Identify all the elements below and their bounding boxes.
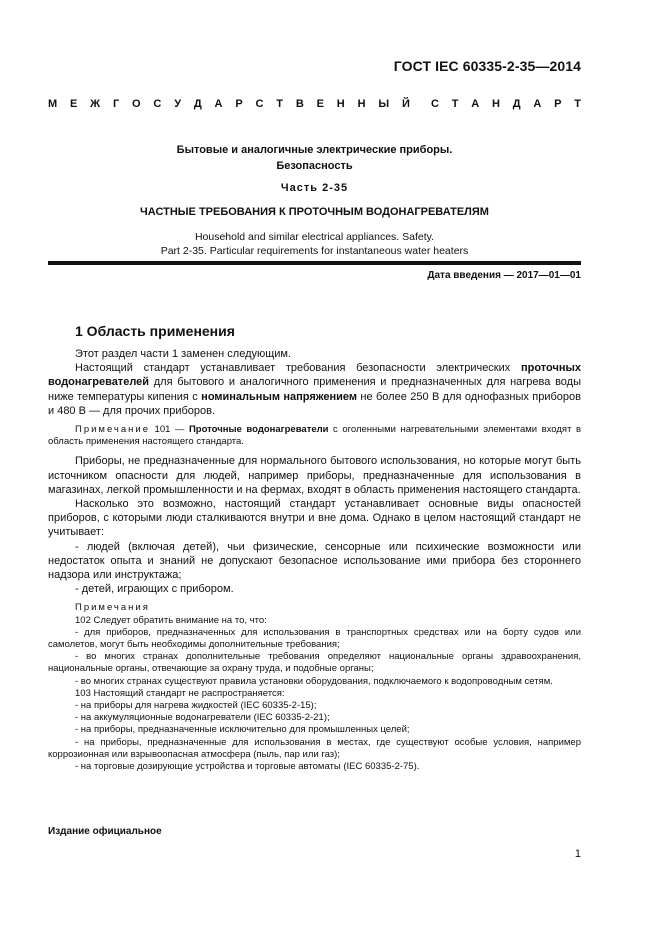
part-number: Часть 2-35 xyxy=(280,182,349,194)
note-text: с оголенными нагревательными элементами входят в область применения настоящего стандарта. xyxy=(48,424,581,448)
note-item: - на приборы, предназначенные для использования в местах, где существуют особые условия, например коррозионная или взрывоопасная атмосфера (пыль, пар или газ); xyxy=(48,736,581,760)
note-item: - на торговые дозирующие устройства и торговые автоматы (IEC 60335-2-75). xyxy=(75,761,420,773)
note-item: - для приборов, предназначенных для использования в транспортных средствах или на борту судов или самолетов, могут быть необходимы дополнительные требования; xyxy=(48,626,581,651)
banner-letter: О xyxy=(132,98,141,110)
banner-letter: С xyxy=(255,98,264,110)
banner-letter: Е xyxy=(70,98,78,110)
title-divider xyxy=(48,261,581,265)
banner-letter: Е xyxy=(316,98,324,110)
term-instantaneous-heaters: проточных водонагревателей xyxy=(48,362,581,389)
english-title-line-2: Part 2-35. Particular requirements for instantaneous water heaters xyxy=(160,245,469,257)
banner-letter: Т xyxy=(276,98,284,110)
standard-banner xyxy=(48,98,581,110)
title-line-1: Бытовые и аналогичные электрические приборы. xyxy=(176,144,453,156)
banner-letter: С xyxy=(153,98,162,110)
text-span: для бытового и аналогичного применения и предназначенных для нагрева воды ниже температуры кипения с xyxy=(48,376,581,403)
banner-letter: Й xyxy=(401,98,410,110)
document-title xyxy=(48,142,581,174)
paragraph: Этот раздел части 1 заменен следующим. xyxy=(75,348,292,360)
banner-letter: Н xyxy=(336,98,345,110)
notes-list xyxy=(48,615,581,774)
edition-label: Издание официальное xyxy=(48,826,162,837)
banner-letter: В xyxy=(295,98,304,110)
banner-letter: А xyxy=(533,98,542,110)
note-label: Примечание xyxy=(75,424,150,436)
english-title xyxy=(48,230,581,258)
banner-letter: М xyxy=(48,98,58,110)
english-title-line-1: Household and similar electrical appliances. Safety. xyxy=(194,231,435,243)
banner-word-interstate xyxy=(48,98,410,110)
note-item: - на приборы, предназначенные исключительно для промышленных целей; xyxy=(75,724,410,736)
banner-letter: Р xyxy=(554,98,562,110)
banner-letter: Г xyxy=(112,98,120,110)
banner-letter: Ы xyxy=(378,98,390,110)
part-title: ЧАСТНЫЕ ТРЕБОВАНИЯ К ПРОТОЧНЫМ ВОДОНАГРЕВАТЕЛЯМ xyxy=(140,206,489,218)
text-span: не более 250 В для однофазных приборов и 480 В — для прочих приборов. xyxy=(48,390,582,417)
page-number: 1 xyxy=(574,848,581,860)
banner-letter: А xyxy=(471,98,480,110)
note-term: Проточные водонагреватели xyxy=(188,424,329,436)
note-item: - во многих странах дополнительные требования определяют национальные органы здравоохранения, национальные органы, отвечающие за охрану труда, и подобные органы; xyxy=(48,651,581,675)
paragraph: - детей, играющих с прибором. xyxy=(75,583,234,596)
section-body xyxy=(48,347,581,773)
banner-letter: Д xyxy=(193,98,202,110)
paragraph: Насколько это возможно, настоящий стандарт устанавливает основные виды опасностей приборов, с которыми люди сталкиваются внутри и вне дома. Однако в целом настоящий стандарт не учитывает: xyxy=(48,498,581,539)
banner-letter: Р xyxy=(235,98,243,110)
document-code: ГОСТ IEC 60335-2-35—2014 xyxy=(393,58,581,74)
banner-letter: Н xyxy=(491,98,500,110)
title-line-2: Безопасность xyxy=(276,160,353,172)
paragraph: - людей (включая детей), чьи физические, сенсорные или психические возможности или недостаток опыта и знаний не допускают безопасное использование ими прибора без стороннего надзора или инструктажа; xyxy=(48,540,581,582)
banner-letter: Т xyxy=(574,98,581,110)
note-item: - на аккумуляционные водонагреватели (IEC 60335-2-21); xyxy=(75,712,330,724)
notes-label: Примечания xyxy=(75,602,150,614)
note-number: 101 — xyxy=(150,424,189,436)
paragraph-scope xyxy=(48,361,581,418)
banner-letter: С xyxy=(431,98,439,110)
note-item: 103 Настоящий стандарт не распространяется: xyxy=(75,687,285,699)
term-rated-voltage: номинальным напряжением xyxy=(201,390,358,403)
banner-letter: Д xyxy=(512,98,521,110)
paragraph: Приборы, не предназначенные для нормального бытового использования, но которые могут быть источником опасности для людей, например приборы, предназначенные для использования в магазинах, легкой промышленности и на фермах, входят в область применения настоящего стандарта. xyxy=(48,455,581,496)
note-item: - во многих странах существуют правила установки оборудования, подключаемого к водопроводным сетям. xyxy=(75,675,553,687)
note-item: - на приборы для нагрева жидкостей (IEC 60335-2-15); xyxy=(75,700,317,712)
banner-word-standard xyxy=(431,98,581,110)
banner-letter: Ж xyxy=(90,98,101,110)
text-span: Настоящий стандарт устанавливает требования безопасности электрических xyxy=(75,362,521,375)
banner-letter: У xyxy=(174,98,182,110)
note-item: 102 Следует обратить внимание на то, что: xyxy=(75,614,267,626)
banner-letter: Н xyxy=(357,98,366,110)
note-101 xyxy=(48,424,581,448)
banner-letter: Т xyxy=(451,98,459,110)
section-heading: 1 Область применения xyxy=(75,323,235,339)
introduction-date: Дата введения — 2017—01—01 xyxy=(427,270,581,281)
banner-letter: А xyxy=(214,98,223,110)
